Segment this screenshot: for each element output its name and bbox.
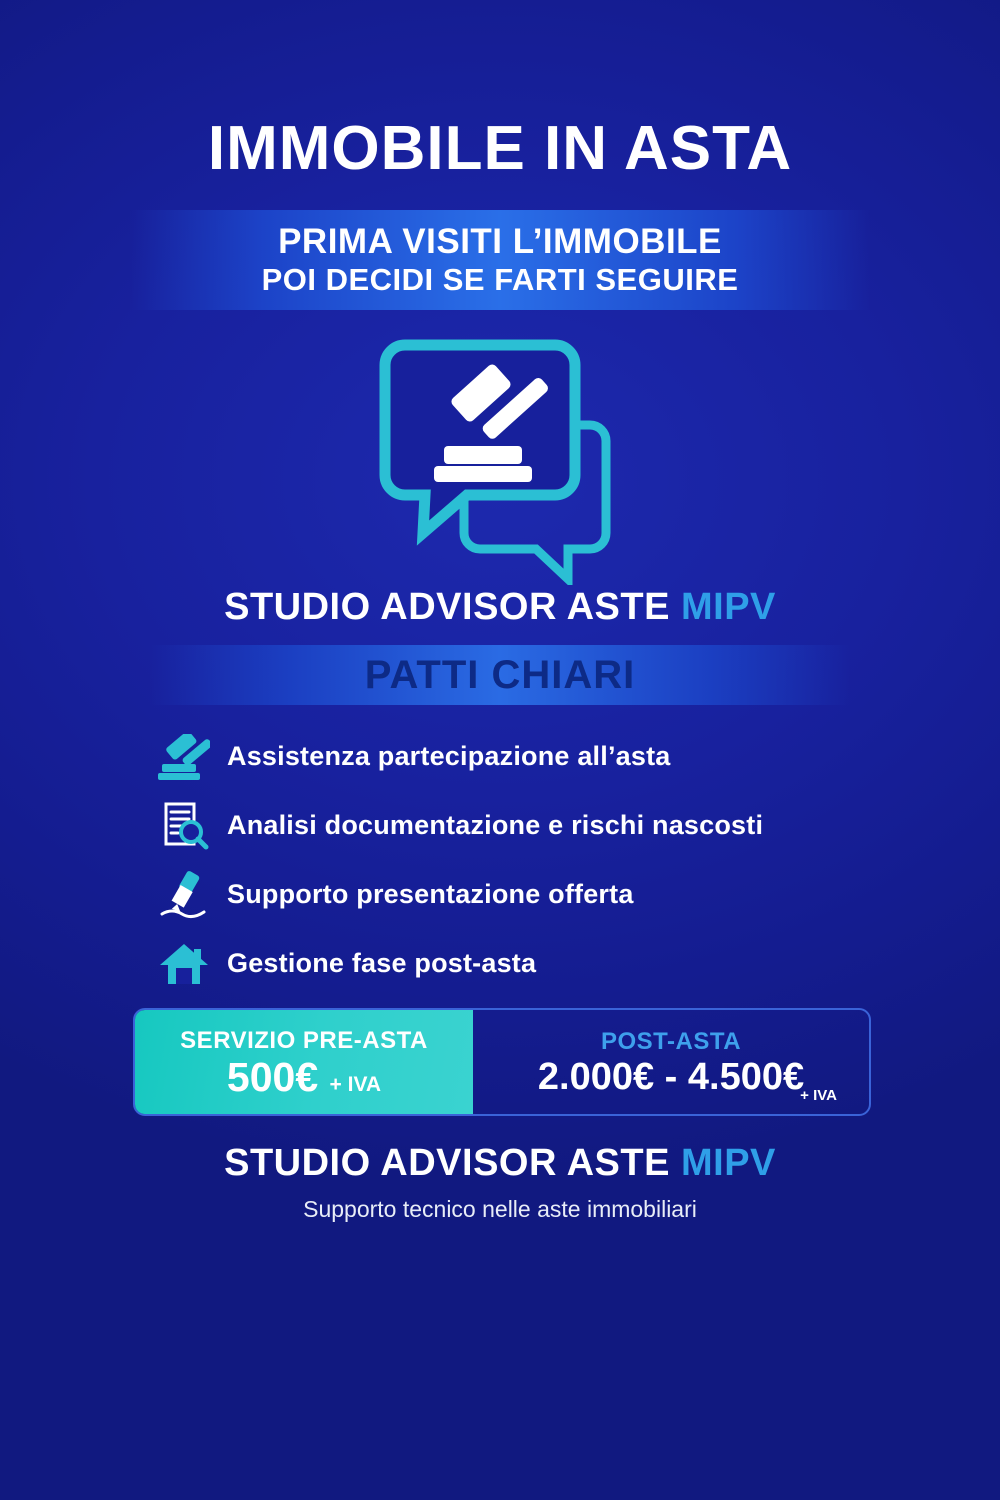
document-search-icon — [155, 801, 213, 851]
feature-label: Assistenza partecipazione all’asta — [227, 741, 671, 771]
patti-chiari-label: PATTI CHIARI — [364, 652, 636, 697]
pen-signature-icon — [155, 870, 213, 920]
pricing-post-iva: + IVA — [800, 1087, 837, 1104]
footer-brand-main: STUDIO ADVISOR ASTE — [224, 1142, 670, 1184]
gavel-icon — [155, 732, 213, 782]
feature-label: Analisi documentazione e rischi nascosti — [227, 810, 764, 840]
pricing-pre-value — [226, 1053, 382, 1100]
list-item — [155, 929, 895, 998]
feature-label: Gestione fase post-asta — [227, 948, 537, 978]
subtitle-band — [130, 210, 870, 310]
pricing-post-label: POST-ASTA — [600, 1028, 742, 1055]
feature-list — [155, 722, 895, 998]
pricing-box — [133, 1008, 871, 1116]
pricing-pre-label: SERVIZIO PRE-ASTA — [180, 1026, 428, 1054]
house-icon — [155, 939, 213, 989]
gavel-speech-bubble-icon — [360, 330, 640, 585]
pricing-pre-amount: 500€ — [226, 1053, 319, 1100]
footer-tagline: Supporto tecnico nelle aste immobiliari — [303, 1196, 697, 1222]
pricing-pre-iva: + IVA — [329, 1072, 382, 1096]
list-item — [155, 791, 895, 860]
subtitle-line-2: POI DECIDI SE FARTI SEGUIRE — [261, 262, 739, 298]
pricing-pre-asta — [135, 1010, 473, 1114]
list-item — [155, 860, 895, 929]
patti-chiari-band — [150, 645, 850, 705]
subtitle-line-1: PRIMA VISITI L’IMMOBILE — [278, 222, 722, 262]
brand-heading-accent: MIPV — [681, 586, 776, 628]
brand-heading — [0, 586, 1000, 629]
pricing-post-amount: 2.000€ - 4.500€ — [537, 1056, 805, 1098]
brand-heading-main: STUDIO ADVISOR ASTE — [224, 586, 670, 628]
feature-label: Supporto presentazione offerta — [227, 879, 634, 909]
list-item — [155, 722, 895, 791]
pricing-post-asta — [473, 1010, 869, 1114]
page-title: IMMOBILE IN ASTA — [207, 114, 793, 183]
footer-brand — [0, 1142, 1000, 1185]
footer-brand-accent: MIPV — [681, 1142, 776, 1184]
